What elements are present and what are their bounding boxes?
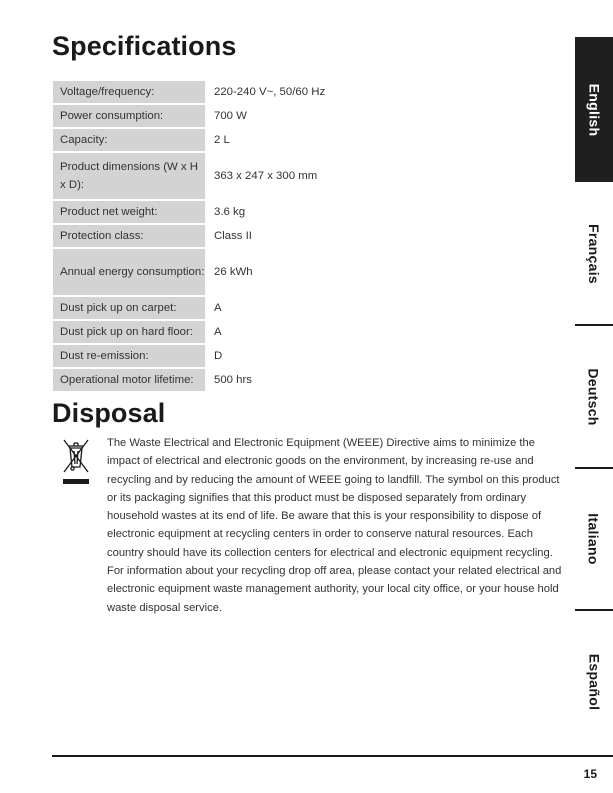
spec-row (53, 153, 353, 199)
page-number: 15 (583, 767, 597, 781)
spec-label: Product net weight: (53, 201, 205, 223)
tab-divider (575, 324, 613, 326)
spec-value: 363 x 247 x 300 mm (214, 170, 318, 182)
tab-label: Deutsch (586, 368, 602, 426)
tab-label: English (586, 83, 603, 136)
tab-italiano[interactable] (575, 469, 613, 609)
tab-deutsch[interactable] (575, 327, 613, 467)
disposal-paragraph: The Waste Electrical and Electronic Equipment (WEEE) Directive aims to minimize the impact of electrical and electronic goods on the environment, by increasing re-use and recycling and by reducing the amount of WEEE going to landfill. The symbol on this product or its packaging signifies that this product must be disposed separately from ordinary household wastes at its end of life. Be aware that this is your responsibility to dispose of electronic equipment at recycling centers in order to conserve natural resources. Each country should have its collection centers for electrical and electronic equipment recycling. For information about your recycling drop off area, please contact your related electrical and electronic equipment waste management authority, your local city office, or your house hold waste disposal service. (107, 437, 562, 614)
tab-label: Español (586, 653, 602, 711)
disposal-heading: Disposal (52, 398, 166, 428)
spec-row (53, 297, 353, 319)
spec-value: 500 hrs (214, 374, 252, 386)
spec-label: Voltage/frequency: (53, 81, 205, 103)
tab-divider (575, 609, 613, 611)
spec-label: Dust pick up on hard floor: (53, 321, 205, 343)
spec-row (53, 345, 353, 367)
spec-label: Power consumption: (53, 105, 205, 127)
spec-label: Product dimensions (W x H x D): (53, 153, 205, 199)
spec-row (53, 369, 353, 391)
spec-value: 2 L (214, 134, 230, 146)
spec-label: Capacity: (53, 129, 205, 151)
spec-row (53, 201, 353, 223)
spec-row (53, 249, 353, 295)
spec-row (53, 105, 353, 127)
spec-value: A (214, 302, 222, 314)
spec-row (53, 129, 353, 151)
tab-francais[interactable] (575, 184, 613, 324)
weee-crossed-bin-icon (62, 437, 90, 487)
tab-english[interactable] (575, 37, 613, 182)
spec-label: Dust re-emission: (53, 345, 205, 367)
tab-espanol[interactable] (575, 612, 613, 752)
spec-row (53, 321, 353, 343)
spec-label: Operational motor lifetime: (53, 369, 205, 391)
spec-value: Class II (214, 230, 252, 242)
spec-label: Dust pick up on carpet: (53, 297, 205, 319)
spec-value: 26 kWh (214, 266, 253, 278)
specifications-table (53, 81, 353, 393)
spec-row (53, 225, 353, 247)
tab-label: Italiano (586, 513, 603, 565)
spec-value: A (214, 326, 222, 338)
spec-value: 3.6 kg (214, 206, 246, 218)
footer-rule (52, 755, 613, 757)
spec-label: Annual energy consumption: (53, 249, 205, 295)
spec-label: Protection class: (53, 225, 205, 247)
spec-value: 220-240 V~, 50/60 Hz (214, 86, 326, 98)
spec-value: D (214, 350, 223, 362)
tab-label: Français (586, 224, 602, 284)
spec-value: 700 W (214, 110, 247, 122)
spec-row (53, 81, 353, 103)
specifications-heading: Specifications (52, 31, 237, 61)
